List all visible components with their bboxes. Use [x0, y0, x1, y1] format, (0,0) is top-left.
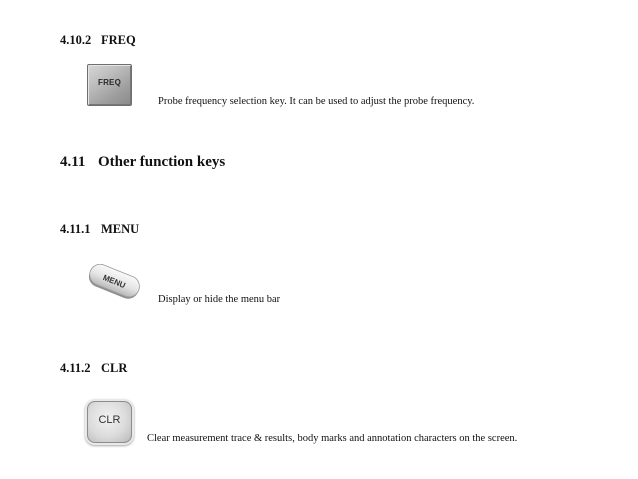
section-title: CLR [101, 361, 128, 375]
section-number: 4.10.2 [60, 33, 92, 47]
section-heading-menu [60, 222, 139, 237]
section-title: Other function keys [98, 154, 226, 170]
menu-description: Display or hide the menu bar [158, 294, 281, 305]
menu-key-icon [84, 264, 144, 300]
menu-key-label: MENU [101, 272, 127, 291]
section-heading-other-function-keys [60, 154, 225, 171]
clr-key-label: CLR [98, 414, 121, 426]
freq-key-icon [87, 64, 132, 106]
clr-key-icon [87, 401, 132, 443]
section-number: 4.11.2 [60, 361, 91, 375]
clr-description: Clear measurement trace & results, body marks and annotation characters on the screen. [147, 433, 518, 444]
freq-key-label: FREQ [97, 78, 122, 87]
section-heading-clr [60, 361, 127, 376]
section-title: FREQ [101, 33, 136, 47]
section-number: 4.11.1 [60, 222, 91, 236]
section-number: 4.11 [60, 154, 86, 170]
freq-description: Probe frequency selection key. It can be used to adjust the probe frequency. [158, 96, 475, 107]
section-heading-freq [60, 33, 136, 48]
section-title: MENU [101, 222, 140, 236]
